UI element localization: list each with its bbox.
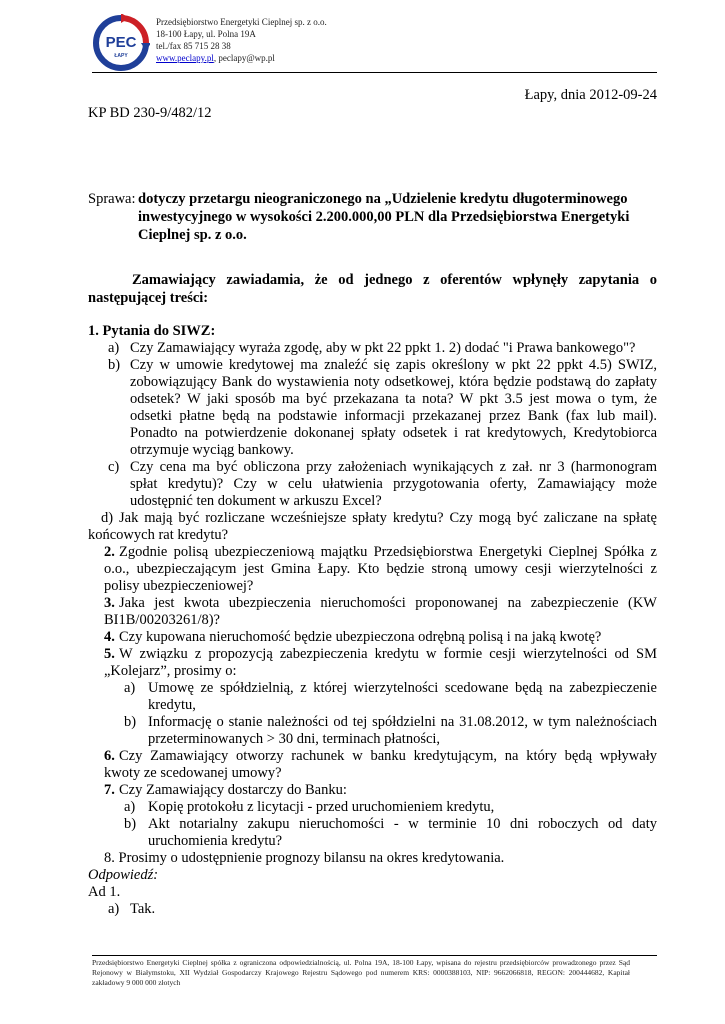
question-6-number: 6. [104,748,115,764]
company-contact [156,52,327,64]
question-2-line: polisy ubezpieczeniowej? [104,578,254,594]
question-6-line: kwoty ze scedowanej umowy? [104,765,282,781]
question-d-line: d) Jak mają być rozliczane wcześniejsze spłaty kredytu? Czy mogą być zaliczane na spłatę [101,510,657,526]
question-7b-line: uruchomienia kredytu? [148,833,283,849]
question-d-line: końcowych rat kredytu? [88,527,229,543]
email-text: , peclapy@wp.pl [213,53,275,63]
company-name: Przedsiębiorstwo Energetyki Cieplnej sp. z o.o. [156,17,327,27]
website-link[interactable]: www.peclapy.pl [156,53,214,63]
question-7b-line: Akt notarialny zakupu nieruchomości - w terminie 10 dni roboczych od daty [148,816,657,832]
question-b-line: odsetki płatne będą na podstawie informacji przekazanej przez Bank (fax lub mail). [130,408,657,424]
subject-line-2: inwestycyjnego w wysokości 2.200.000,00 PLN dla Przedsiębiorstwa Energetyki [138,209,630,225]
question-2-number: 2. [104,544,115,560]
date-line: Łapy, dnia 2012-09-24 [524,87,657,103]
subject-block [88,190,658,244]
question-6-line: Czy Zamawiający otworzy rachunek w banku kredytującym, na który będą wpływały [119,748,657,764]
company-phone: tel./fax 85 715 28 38 [156,41,231,51]
answer-a-marker: a) [108,901,120,917]
subject-line-3: Cieplnej sp. z o.o. [138,227,247,243]
question-5-line: W związku z propozycją zabezpieczenia kredytu w formie cesji wierzytelności od SM [119,646,657,662]
question-4-text: Czy kupowana nieruchomość będzie ubezpieczona odrębną polisą i na jaką kwotę? [119,629,602,645]
question-7b-marker: b) [124,816,137,832]
question-c-line: Czy cena ma być obliczona przy założeniach wynikających z zał. nr 3 (harmonogram [130,459,657,475]
question-b-line: odsetek? W jaki sposób ma być przekazana ta nota? W pkt 3.5 jest mowa o tym, że [130,391,657,407]
question-5b-line: Informację o stanie należności od tej spółdzielni na 31.08.2012, w tym należnościach [148,714,657,730]
subject-label: Sprawa: [88,191,136,207]
question-b-marker: b) [108,357,121,373]
reference-number: KP BD 230-9/482/12 [88,105,212,121]
answer-label: Odpowiedź: [88,867,159,883]
question-7-number: 7. [104,782,115,798]
question-b-line: otrzymuje wyciąg bankowy. [130,442,294,458]
footer-divider [92,955,657,956]
question-2-line: o.o., ubezpieczającym jest Gmina Łapy. Kto będzie stroną umowy cesji wierzytelności z [104,561,657,577]
question-b-line: Czy w umowie kredytowej ma znaleźć się zapis określony w pkt 22 ppkt 4.5) SWIZ, [130,357,657,373]
answer-a-text: Tak. [130,901,156,917]
question-2-line: Zgodnie polisą ubezpieczeniową majątku Przedsiębiorstwa Energetyki Cieplnej Spółka z [119,544,657,560]
question-5-number: 5. [104,646,115,662]
question-3-line: Jaka jest kwota ubezpieczenia nieruchomości proponowanej na zabezpieczenie (KW [119,595,657,611]
question-5a-line: kredytu, [148,697,196,713]
question-c-line: udostępnić ten dokument w arkuszu Excel? [130,493,382,509]
logo-subtext: ŁAPY [114,53,128,59]
section-title: 1. Pytania do SIWZ: [88,323,216,339]
question-c-marker: c) [108,459,120,475]
question-3-line: BI1B/00203261/8)? [104,612,220,628]
question-5b-marker: b) [124,714,137,730]
intro-line-1: Zamawiający zawiadamia, że od jednego z oferentów wpłynęły zapytania o [132,272,657,288]
company-address: 18-100 Łapy, ul. Polna 19A [156,29,256,39]
question-5-line: „Kolejarz”, prosimy o: [104,663,237,679]
question-7-text: Czy Zamawiający dostarczy do Banku: [119,782,347,798]
question-c-line: spłat kredytu)? Czy w celu ułatwienia przygotowania oferty, Zamawiający może [130,476,657,492]
company-logo [92,14,150,72]
question-5a-line: Umowę ze spółdzielnią, z której wierzytelności scedowane będą na zabezpieczenie [148,680,657,696]
question-a-marker: a) [108,340,120,356]
logo-text: PEC [105,34,137,51]
question-b-line: zobowiązujący Bank do wystawienia noty odsetkowej, która będzie podstawą do zapłaty [130,374,657,390]
question-5a-marker: a) [124,680,136,696]
header-divider [92,72,657,73]
footer-text: Przedsiębiorstwo Energetyki Cieplnej spółka z ograniczona odpowiedzialnością, ul. Polna 19A, 18-100 Łapy, wpisana do rejestru przedsiębiorców prowadzonego przez Sąd Rejonowy w Białymstoku, XII Wydział Gospodarczy Krajowego Rejestru Sądowego pod numerem KRS: 0000388103, NIP: 9662066818, REGON: 200444682, Kapitał zakładowy 9 000 000 złotych [92,958,630,987]
question-a-text: Czy Zamawiający wyraża zgodę, aby w pkt 22 ppkt 1. 2) dodać "i Prawa bankowego"? [130,340,636,356]
intro-line-2: następującej treści: [88,290,209,306]
intro-paragraph [88,271,657,307]
question-4-number: 4. [104,629,115,645]
question-b-line: Ponadto na potwierdzenie dokonanej spłaty odsetek i rat kredytowych, Kredytobiorca [130,425,657,441]
question-5b-line: przeterminowanych > 30 dni, terminach płatności, [148,731,441,747]
question-7a-text: Kopię protokołu z licytacji - przed uruchomieniem kredytu, [148,799,495,815]
question-3-number: 3. [104,595,115,611]
answer-ad-1: Ad 1. [88,884,121,900]
question-8-text: 8. Prosimy o udostępnienie prognozy bilansu na okres kredytowania. [104,850,505,866]
question-7a-marker: a) [124,799,136,815]
letterhead [156,16,327,64]
subject-line-1: dotyczy przetargu nieograniczonego na „Udzielenie kredytu długoterminowego [138,191,628,207]
